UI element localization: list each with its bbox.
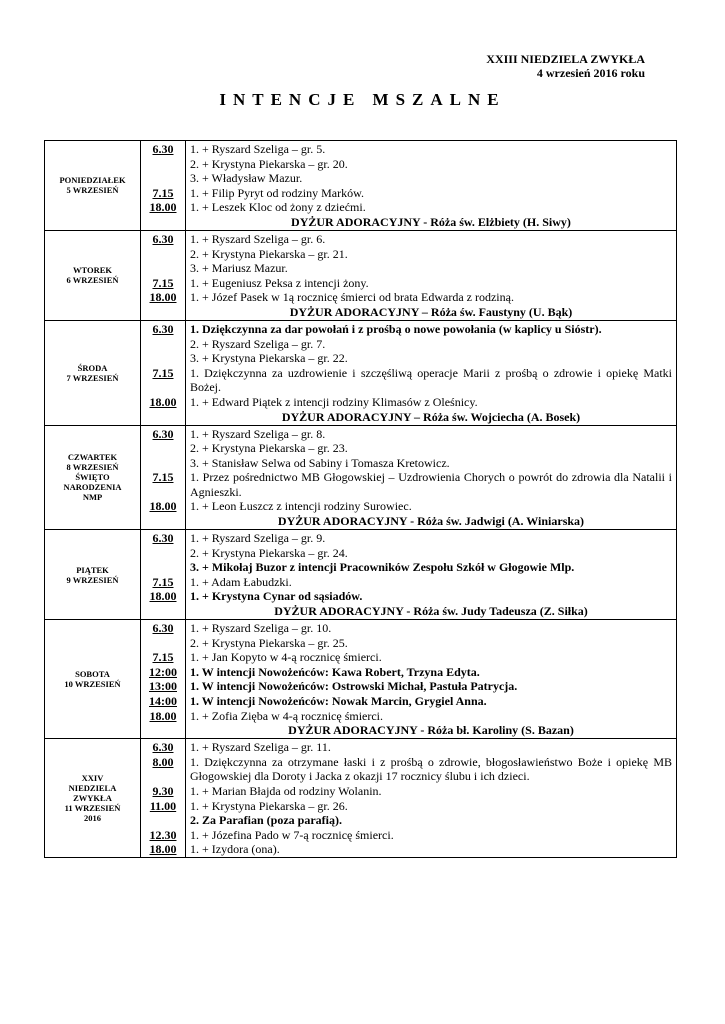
intentions-cell xyxy=(186,425,677,530)
mass-time-spacer xyxy=(141,337,185,352)
mass-time: 6.30 xyxy=(152,142,174,156)
document-date: 4 wrzesień 2016 roku xyxy=(536,66,645,80)
day-label xyxy=(45,620,141,739)
mass-time-spacer xyxy=(141,171,185,186)
mass-time: 18.00 xyxy=(149,499,177,514)
intention-line: 1. Dziękczynna za otrzymane łaski i z prośbą o zdrowie, błogosławieństwo Boże i opiekę MB Głogowskiej dla Doroty i Jacka z okazji 17 rocznicy ślubu i ich dzieci. xyxy=(190,754,672,784)
intentions-table xyxy=(44,140,677,858)
intention-line: 2. + Krystyna Piekarska – gr. 23. xyxy=(190,441,348,456)
intention-line: 1. + Jan Kopyto w 4-ą rocznicę śmierci. xyxy=(190,650,382,665)
day-row xyxy=(45,530,677,620)
mass-time: 18.00 xyxy=(149,290,177,305)
day-label-line: CZWARTEK xyxy=(67,452,118,463)
mass-times xyxy=(141,530,186,620)
intention-line: 1. + Adam Łabudzki. xyxy=(190,574,292,589)
mass-time-spacer xyxy=(141,560,185,575)
intention-line: 1. Dziękczynna za dar powołań i z prośbą o nowe powołania (w kaplicy u Sióstr). xyxy=(190,321,602,336)
day-label xyxy=(45,530,141,620)
mass-time: 18.00 xyxy=(149,200,177,215)
mass-time: 6.30 xyxy=(152,426,174,441)
intention-line: 1. + Leszek Kloc od żony z dziećmi. xyxy=(190,200,366,215)
intention-line: 1. + Eugeniusz Peksa z intencji żony. xyxy=(190,275,369,290)
adoration-duty: DYŻUR ADORACYJNY - Róża św. Elżbiety (H. Siwy) xyxy=(291,214,571,229)
mass-time-spacer xyxy=(141,813,185,828)
day-label-line: SOBOTA xyxy=(75,669,110,680)
mass-time-spacer xyxy=(141,157,185,172)
intentions-cell xyxy=(186,739,677,858)
day-label-line: NIEDZIELA xyxy=(68,783,117,794)
adoration-duty: DYŻUR ADORACYJNY - Róża św. Judy Tadeusza (Z. Siłka) xyxy=(274,604,588,619)
intention-line: 1. + Ryszard Szeliga – gr. 8. xyxy=(190,426,326,441)
intention-line: 2. + Krystyna Piekarska – gr. 21. xyxy=(190,246,348,261)
intention-line: 1. + Marian Błajda od rodziny Wolanin. xyxy=(190,783,382,798)
intention-line: 1. + Krystyna Cynar od sąsiadów. xyxy=(190,589,363,604)
day-label xyxy=(45,230,141,320)
intention-line: 1. + Ryszard Szeliga – gr. 5. xyxy=(190,142,326,156)
mass-time: 12.30 xyxy=(149,827,177,842)
mass-time: 14:00 xyxy=(149,694,177,708)
intention-line: 3. + Mikołaj Buzor z intencji Pracowników Zespołu Szkół w Głogowie Mlp. xyxy=(190,560,575,575)
sunday-name: XXIII NIEDZIELA ZWYKŁA xyxy=(486,52,645,66)
mass-times xyxy=(141,230,186,320)
intention-line: 1. + Leon Łuszcz z intencji rodziny Surowiec. xyxy=(190,499,412,514)
intention-line: 1. + Ryszard Szeliga – gr. 6. xyxy=(190,231,326,246)
mass-times xyxy=(141,141,186,231)
intention-line: 1. + Edward Piątek z intencji rodziny Klimasów z Oleśnicy. xyxy=(190,394,478,409)
adoration-duty: DYŻUR ADORACYJNY – Róża św. Wojciecha (A. Bosek) xyxy=(281,409,581,424)
mass-time: 13:00 xyxy=(149,679,177,694)
day-label-line: ZWYKŁA xyxy=(73,793,112,804)
day-row xyxy=(45,141,677,231)
intention-line: 2. + Krystyna Piekarska – gr. 25. xyxy=(190,635,348,650)
intention-line: 2. + Krystyna Piekarska – gr. 20. xyxy=(190,156,348,171)
mass-time-spacer xyxy=(141,485,185,500)
day-label-line: 11 WRZESIEŃ xyxy=(64,803,121,814)
mass-time-spacer xyxy=(141,441,185,456)
intention-line: 2. + Ryszard Szeliga – gr. 7. xyxy=(190,336,326,351)
mass-time: 18.00 xyxy=(149,589,177,604)
intentions-cell xyxy=(186,320,677,425)
mass-time: 18.00 xyxy=(149,708,177,723)
intention-line: 1. + Ryszard Szeliga – gr. 9. xyxy=(190,531,326,546)
day-label-line: 8 WRZESIEŃ xyxy=(66,462,119,473)
page-title: INTENCJE MSZALNE xyxy=(219,90,506,109)
intention-line: 2. + Krystyna Piekarska – gr. 24. xyxy=(190,545,348,560)
day-label-line: 7 WRZESIEŃ xyxy=(66,372,119,383)
mass-times xyxy=(141,425,186,530)
day-label-line: 10 WRZESIEŃ xyxy=(64,679,121,690)
mass-time: 7.15 xyxy=(152,275,174,290)
intention-line: 2. Za Parafian (poza parafią). xyxy=(190,813,342,828)
mass-time: 18.00 xyxy=(149,394,177,409)
adoration-duty: DYŻUR ADORACYJNY – Róża św. Faustyny (U. Bąk) xyxy=(289,304,573,319)
day-label-line: 9 WRZESIEŃ xyxy=(66,574,119,585)
mass-time: 11.00 xyxy=(149,798,177,813)
day-label-line: ŚWIĘTO xyxy=(75,472,110,483)
mass-time: 6.30 xyxy=(152,231,174,246)
mass-time: 7.15 xyxy=(152,185,174,200)
adoration-duty: DYŻUR ADORACYJNY - Róża św. Jadwigi (A. Winiarska) xyxy=(277,514,585,529)
day-row xyxy=(45,739,677,858)
intention-line: 1. W intencji Nowożeńców: Kawa Robert, Trzyna Edyta. xyxy=(190,664,480,679)
intentions-cell xyxy=(186,530,677,620)
mass-time: 18.00 xyxy=(149,842,177,857)
intention-line: 1. + Ryszard Szeliga – gr. 10. xyxy=(190,621,332,636)
intention-line: 1. W intencji Nowożeńców: Ostrowski Michał, Pastuła Patrycja. xyxy=(190,679,518,694)
day-label-line: NARODZENIA xyxy=(63,482,122,493)
mass-times xyxy=(141,620,186,739)
mass-time: 9.30 xyxy=(152,783,174,798)
day-label xyxy=(45,739,141,858)
intention-line: 1. Przez pośrednictwo MB Głogowskiej – Uzdrowienia Chorych o powrót do zdrowia dla Natalii i Agnieszki. xyxy=(190,470,672,499)
mass-time: 6.30 xyxy=(152,740,174,755)
mass-time: 6.30 xyxy=(152,321,174,336)
mass-time-spacer xyxy=(141,456,185,471)
mass-time-spacer xyxy=(141,247,185,262)
mass-times xyxy=(141,739,186,858)
day-label-line: 2016 xyxy=(84,813,101,824)
mass-time: 6.30 xyxy=(152,621,174,636)
intentions-table-body xyxy=(45,141,677,858)
intention-line: 1. + Izydora (ona). xyxy=(190,842,280,857)
intention-line: 1. + Krystyna Piekarska – gr. 26. xyxy=(190,798,348,813)
mass-time: 7.15 xyxy=(152,470,174,485)
day-label-line: ŚRODA xyxy=(77,362,108,373)
intention-line: 1. W intencji Nowożeńców: Nowak Marcin, Grygiel Anna. xyxy=(190,694,487,708)
document-header xyxy=(486,52,645,80)
mass-time: 7.15 xyxy=(152,574,174,589)
intention-line: 1. + Józef Pasek w 1ą rocznicę śmierci od brata Edwarda z rodziną. xyxy=(190,290,514,305)
intention-line: 1. + Zofia Zięba w 4-ą rocznicę śmierci. xyxy=(190,708,384,723)
intention-line: 3. + Stanisław Selwa od Sabiny i Tomasza Kretowicz. xyxy=(190,455,450,470)
day-row xyxy=(45,620,677,739)
mass-time: 8.00 xyxy=(152,754,174,769)
mass-time: 7.15 xyxy=(152,650,174,665)
mass-time: 6.30 xyxy=(152,531,174,546)
day-label xyxy=(45,320,141,425)
day-label xyxy=(45,425,141,530)
intention-line: 1. Dziękczynna za uzdrowienie i szczęśliwą operacje Marii z prośbą o zdrowie i opiekę Matki Bożej. xyxy=(190,365,672,395)
day-row xyxy=(45,230,677,320)
day-row xyxy=(45,320,677,425)
mass-time-spacer xyxy=(141,636,185,651)
day-label-line: PIĄTEK xyxy=(76,564,109,575)
day-row xyxy=(45,425,677,530)
mass-time: 7.15 xyxy=(152,365,174,380)
intentions-cell xyxy=(186,230,677,320)
intentions-cell xyxy=(186,620,677,739)
mass-time-spacer xyxy=(141,769,185,784)
intention-line: 1. + Ryszard Szeliga – gr. 11. xyxy=(190,740,331,755)
day-label-line: WTOREK xyxy=(72,265,113,276)
intention-line: 1. + Filip Pyryt od rodziny Marków. xyxy=(190,185,364,200)
mass-time-spacer xyxy=(141,380,185,395)
mass-times xyxy=(141,320,186,425)
day-label-line: 5 WRZESIEŃ xyxy=(66,185,119,196)
day-label-line: XXIV xyxy=(81,773,104,784)
intentions-cell xyxy=(186,141,677,231)
adoration-duty: DYŻUR ADORACYJNY - Róża bł. Karoliny (S. Bazan) xyxy=(288,723,574,738)
intention-line: 3. + Mariusz Mazur. xyxy=(190,261,288,276)
mass-time: 12:00 xyxy=(149,664,177,679)
mass-time-spacer xyxy=(141,546,185,561)
mass-time-spacer xyxy=(141,351,185,366)
mass-time-spacer xyxy=(141,261,185,276)
day-label-line: PONIEDZIAŁEK xyxy=(59,175,126,186)
day-label-line: NMP xyxy=(82,492,103,503)
day-label xyxy=(45,141,141,231)
day-label-line: 6 WRZESIEŃ xyxy=(66,275,119,286)
intention-line: 1. + Józefina Pado w 7-ą rocznicę śmierci. xyxy=(190,827,394,842)
intention-line: 3. + Krystyna Piekarska – gr. 22. xyxy=(190,351,348,366)
intention-line: 3. + Władysław Mazur. xyxy=(190,171,303,186)
